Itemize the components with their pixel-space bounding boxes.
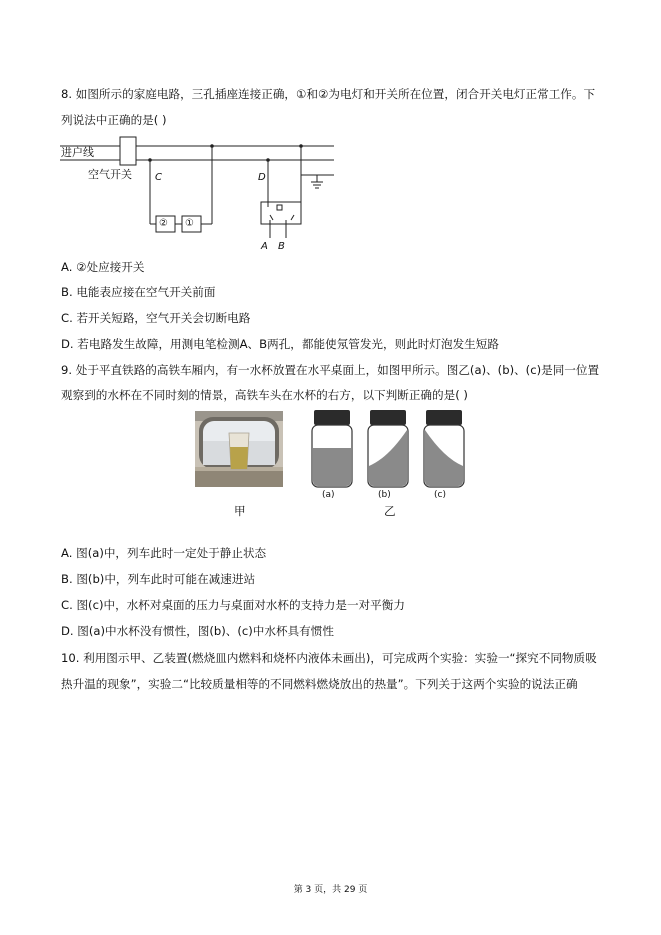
air-switch-label: 空气开关 [88, 168, 132, 181]
circuit-svg [58, 132, 348, 257]
air-switch-box [120, 137, 136, 165]
page-footer: 第 3 页，共 29 页 [293, 885, 368, 895]
figure-jia-caption: 甲 [234, 504, 246, 518]
q9-option-a: A. 图(a)中，列车此时一定处于静止状态 [61, 546, 267, 560]
q9-stem-line1: 9. 处于平直铁路的高铁车厢内，有一水杯放置在水平桌面上，如图甲所示。图乙(a)、(b)、(c)是同一位置 [61, 363, 600, 377]
jar-a-label: (a) [322, 490, 335, 500]
jars-figure [308, 408, 468, 500]
label-c: C [155, 172, 162, 183]
q9-option-b: B. 图(b)中，列车此时可能在减速进站 [61, 572, 256, 586]
figure-yi-caption: 乙 [384, 504, 396, 518]
incoming-line-label: 进户线 [61, 146, 94, 159]
q8-option-c: C. 若开关短路，空气开关会切断电路 [61, 311, 251, 325]
q8-option-d: D. 若电路发生故障，用测电笔检测A、B两孔，都能使氖管发光，则此时灯泡发生短路 [61, 337, 499, 351]
q8-option-b: B. 电能表应接在空气开关前面 [61, 285, 216, 299]
jar-c-label: (c) [434, 490, 446, 500]
position-2-label: ② [159, 218, 168, 229]
jar-b-lid [370, 410, 406, 425]
q8-stem-line2: 列说法中正确的是( ) [61, 113, 167, 127]
q9-option-d: D. 图(a)中水杯没有惯性，图(b)、(c)中水杯具有惯性 [61, 624, 334, 638]
q10-stem-line1: 10. 利用图示甲、乙装置(燃烧皿内燃料和烧杯内液体未画出)，可完成两个实验：实验一“探究不同物质吸 [61, 651, 597, 665]
q8-stem-line1: 8. 如图所示的家庭电路，三孔插座连接正确，①和②为电灯和开关所在位置，闭合开关电灯正常工作。下 [61, 87, 596, 101]
position-1-label: ① [185, 218, 194, 229]
jar-a-lid [314, 410, 350, 425]
label-d: D [258, 172, 266, 183]
q9-stem-line2: 观察到的水杯在不同时刻的情景，高铁车头在水杯的右方，以下判断正确的是( ) [61, 388, 468, 402]
label-a: A [261, 241, 268, 252]
q8-circuit-diagram [58, 132, 348, 257]
photo-cup-on-train [195, 411, 283, 487]
q8-option-a: A. ②处应接开关 [61, 260, 145, 274]
q9-option-c: C. 图(c)中，水杯对桌面的压力与桌面对水杯的支持力是一对平衡力 [61, 598, 405, 612]
q10-stem-line2: 热升温的现象”，实验二“比较质量相等的不同燃料燃烧放出的热量”。下列关于这两个实验的说法正确 [61, 677, 578, 691]
jar-b-label: (b) [378, 490, 391, 500]
jar-c-lid [426, 410, 462, 425]
label-b: B [278, 241, 285, 252]
